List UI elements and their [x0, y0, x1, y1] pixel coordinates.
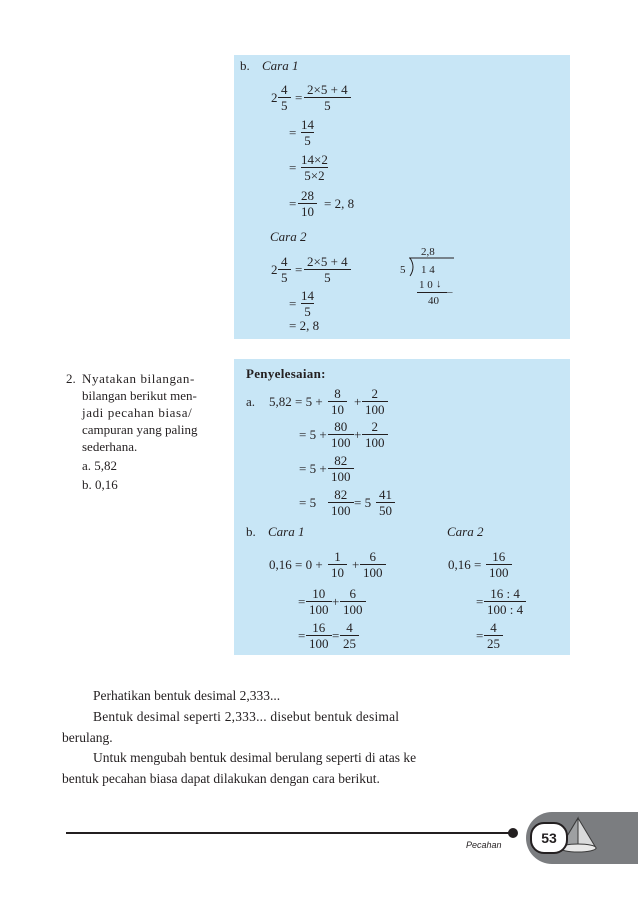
division-dividend: 1 4 — [421, 264, 435, 276]
paragraph-3-line-1: Untuk mengubah bentuk desimal berulang seperti di atas ke — [93, 750, 417, 765]
bring-down-arrow-icon: ↓ — [436, 278, 442, 290]
fraction-10-100: $\frac{10}{100}$ — [306, 586, 332, 617]
paragraph-2-line-1: Bentuk desimal seperti 2,333... disebut bentuk desimal — [93, 709, 400, 724]
problem-line: jadi pecahan biasa/ — [82, 405, 193, 420]
footer-rule — [66, 832, 514, 834]
footer-dot — [508, 828, 518, 838]
fraction-6-100: $\frac{6}{100}$ — [360, 549, 386, 580]
plus-sign: + — [332, 594, 340, 609]
plus-sign: + — [354, 394, 362, 409]
equals-sign: = — [332, 628, 340, 643]
problem-number: 2. — [66, 371, 76, 386]
paragraph-3-line-2: bentuk pecahan biasa dapat dilakukan dengan cara berikut. — [62, 771, 380, 786]
result-value: = 2, 8 — [324, 196, 355, 211]
equation-step: = 5 — [354, 495, 372, 510]
equation-lhs: 0,16 = — [448, 557, 482, 572]
problem-part-a: a. 5,82 — [82, 458, 118, 473]
division-remainder: 40 — [428, 295, 439, 307]
equals-sign: = — [295, 262, 303, 277]
fraction-6-100: $\frac{6}{100}$ — [340, 586, 366, 617]
fraction-reduction: $\frac{16 : 4}{100 : 4}$ — [484, 586, 526, 617]
mixed-fraction: $\frac{4}{5}$ — [278, 82, 291, 113]
cara2-heading: Cara 2 — [270, 229, 307, 244]
equals-sign: = — [289, 125, 297, 140]
fraction-41-50: $\frac{41}{50}$ — [376, 487, 395, 518]
equation-lhs: 0,16 = 0 + — [269, 557, 323, 572]
fraction-4-25: $\frac{4}{25}$ — [340, 620, 359, 651]
paragraph-1: Perhatikan bentuk desimal 2,333... — [93, 688, 281, 703]
paragraph-2-line-2: berulang. — [62, 730, 113, 745]
step-fraction: $\frac{14\times 2}{5\times 2}$ — [301, 152, 328, 183]
mixed-whole: 2 — [271, 90, 278, 105]
equals-sign: = — [476, 628, 484, 643]
chapter-label: Pecahan — [466, 840, 502, 850]
fraction-80-100: $\frac{80}{100}$ — [328, 419, 354, 450]
item-b-label: b. — [240, 58, 250, 73]
expression-fraction: $\frac{2\times 5 + 4}{5}$ — [304, 254, 351, 285]
cara1-heading: Cara 1 — [268, 524, 305, 539]
mixed-whole: 2 — [271, 262, 278, 277]
equals-sign: = — [289, 160, 297, 175]
plus-sign: + — [354, 427, 362, 442]
fraction-4-25: $\frac{4}{25}$ — [484, 620, 503, 651]
equation-step: = 5 — [299, 495, 317, 510]
cara1-heading: Cara 1 — [262, 58, 299, 73]
equals-sign: = — [298, 628, 306, 643]
division-divisor: 5 — [400, 264, 406, 276]
step-fraction: $\frac{14}{5}$ — [301, 117, 314, 148]
solution-heading: Penyelesaian: — [246, 366, 326, 381]
equals-sign: = — [289, 196, 297, 211]
fraction-8-10: $\frac{8}{10}$ — [328, 386, 347, 417]
item-a-label: a. — [246, 394, 256, 409]
fraction-82-100: $\frac{82}{100}$ — [328, 453, 354, 484]
equation-step: = 5 + — [299, 461, 327, 476]
equation-step: = 5 + — [299, 427, 327, 442]
fraction-1-10: $\frac{1}{10}$ — [328, 549, 347, 580]
fraction-16-100: $\frac{16}{100}$ — [306, 620, 332, 651]
fraction-16-100: $\frac{16}{100}$ — [486, 549, 512, 580]
equals-sign: = — [298, 594, 306, 609]
cara2-heading: Cara 2 — [447, 524, 484, 539]
equals-sign: = — [476, 594, 484, 609]
problem-line: bilangan berikut men- — [82, 388, 197, 403]
result-value: = 2, 8 — [289, 318, 320, 333]
equals-sign: = — [289, 296, 297, 311]
equation-lhs: 5,82 = 5 + — [269, 394, 323, 409]
problem-part-b: b. 0,16 — [82, 477, 118, 492]
page-number: 53 — [530, 822, 568, 854]
step-fraction: $\frac{28}{10}$ — [298, 188, 317, 219]
plus-sign: + — [352, 557, 360, 572]
item-b-label: b. — [246, 524, 256, 539]
equals-sign: = — [295, 90, 303, 105]
fraction-2-100: $\frac{2}{100}$ — [362, 419, 388, 450]
problem-line: Nyatakan bilangan- — [82, 371, 195, 386]
fraction-82-100: $\frac{82}{100}$ — [328, 487, 354, 518]
problem-line: campuran yang paling — [82, 422, 198, 437]
division-minus: – — [447, 286, 453, 298]
mixed-fraction: $\frac{4}{5}$ — [278, 254, 291, 285]
expression-fraction: $\frac{2\times 5 + 4}{5}$ — [304, 82, 351, 113]
division-quotient: 2,8 — [421, 246, 435, 258]
division-subtrahend: 1 0 — [419, 279, 433, 291]
step-fraction: $\frac{14}{5}$ — [301, 288, 314, 319]
problem-line: sederhana. — [82, 439, 138, 454]
fraction-2-100: $\frac{2}{100}$ — [362, 386, 388, 417]
